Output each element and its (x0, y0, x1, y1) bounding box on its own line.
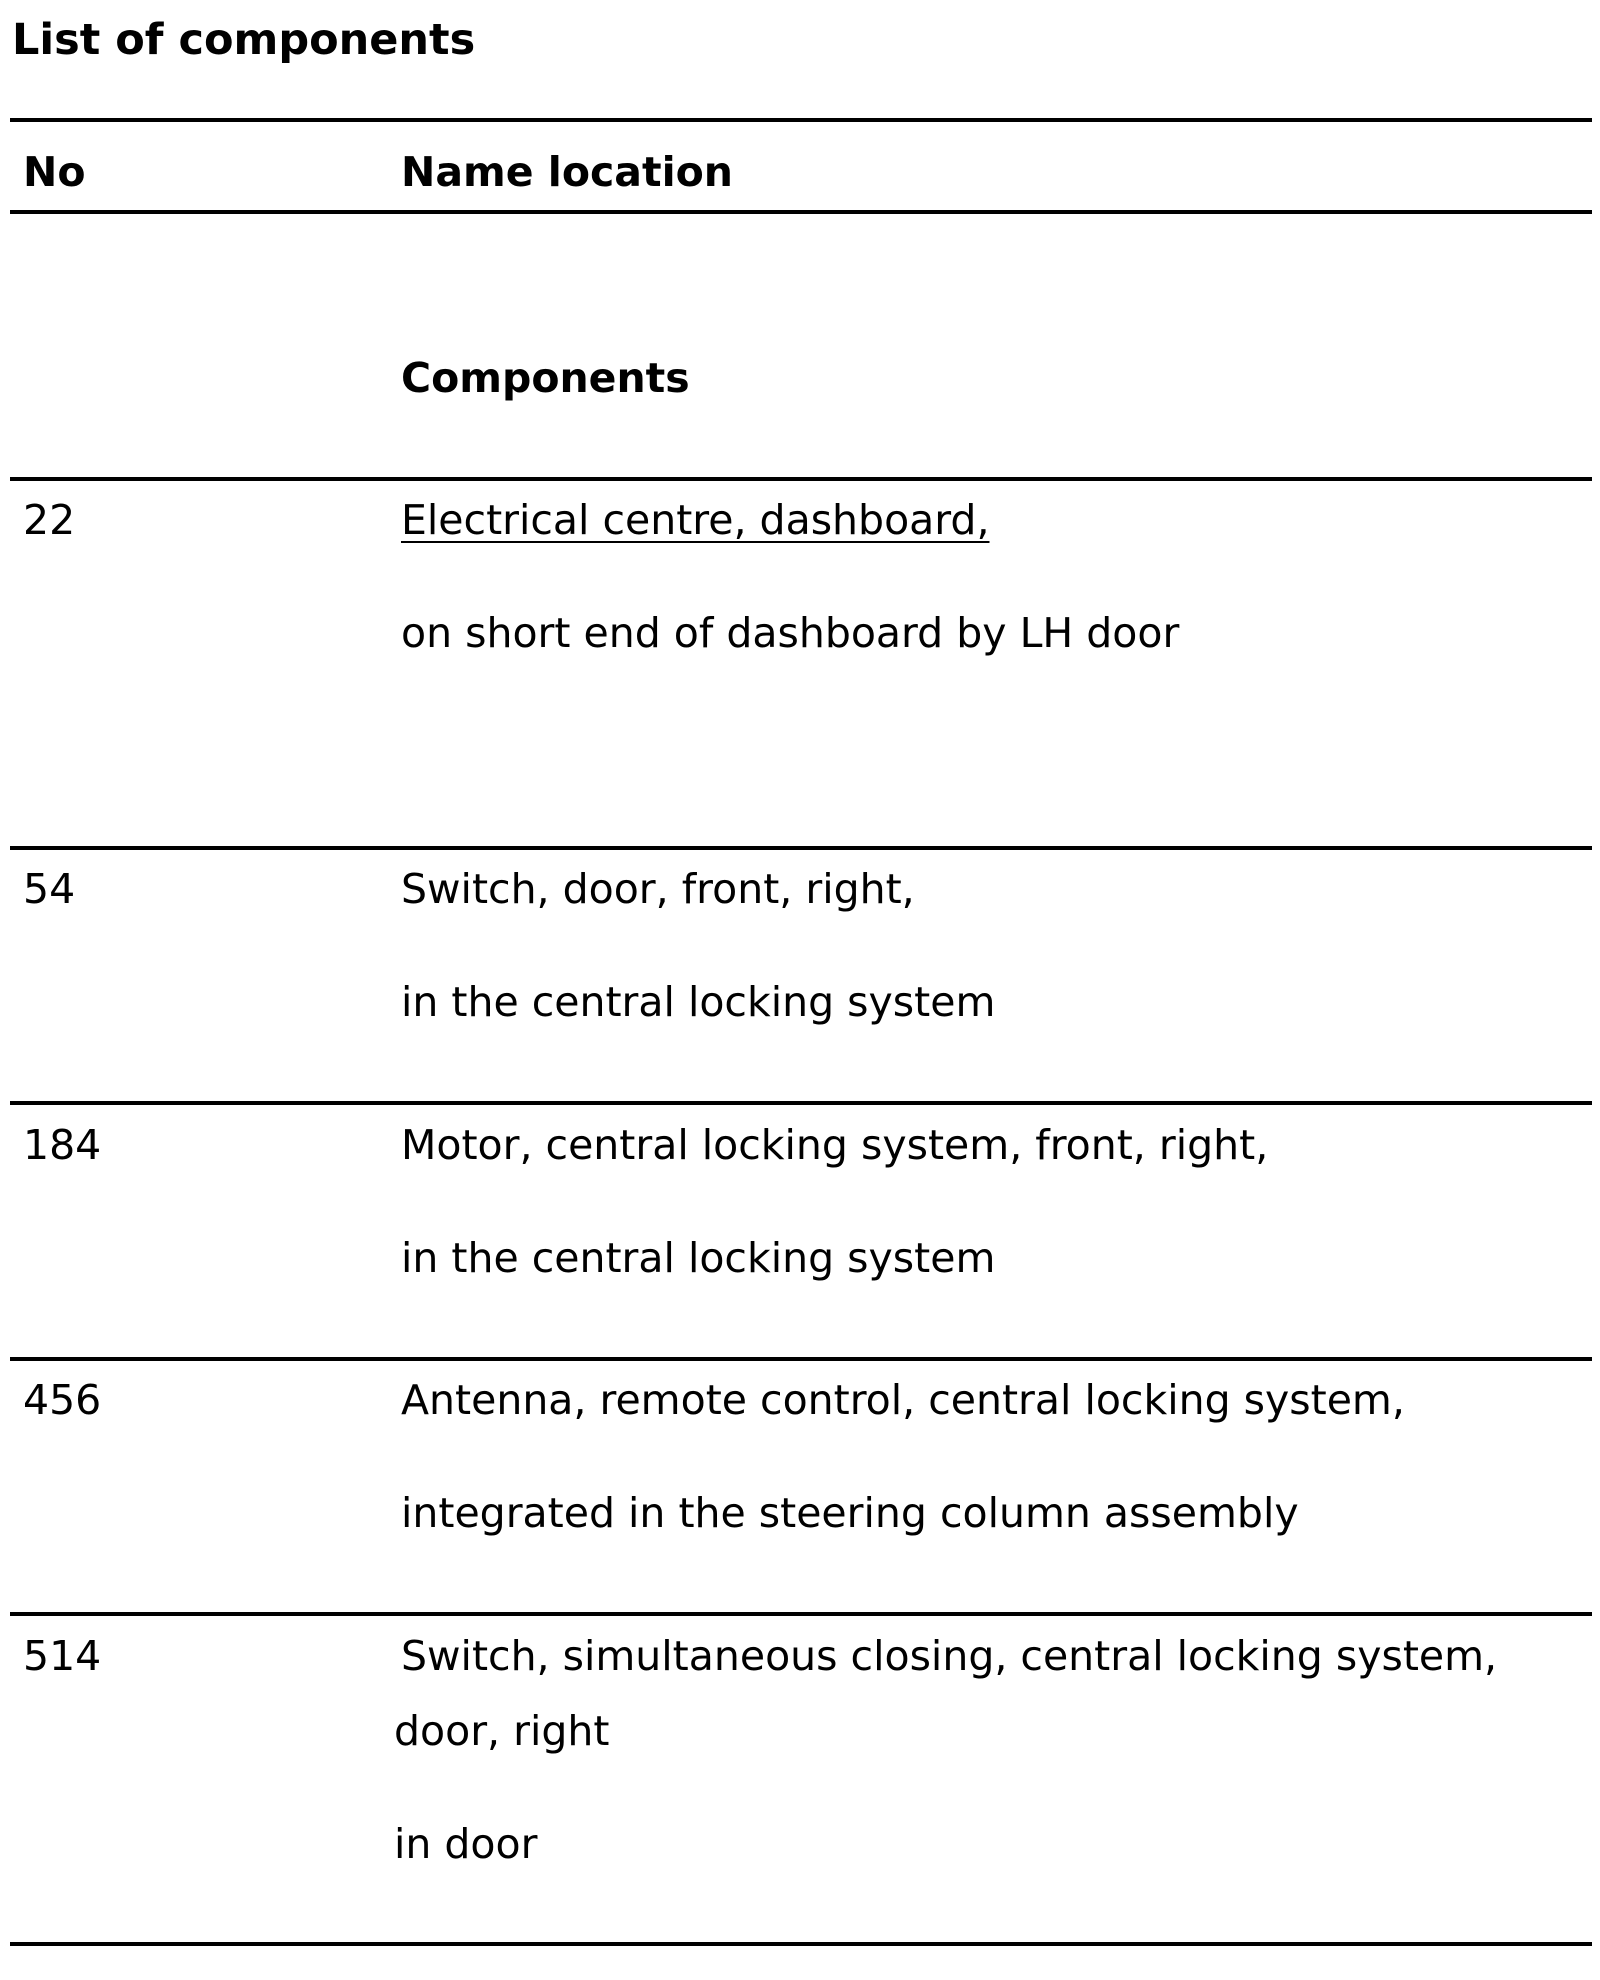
row-name: Electrical centre, dashboard, (401, 496, 990, 544)
row-number: 22 (23, 496, 76, 544)
row-number: 54 (23, 865, 76, 913)
row-location: in the central locking system (401, 978, 996, 1026)
section-heading: Components (401, 354, 690, 402)
column-header-no: No (23, 148, 86, 196)
row-name: Switch, door, front, right, (401, 865, 915, 913)
row-name-continued: door, right (394, 1707, 610, 1755)
row-name: Antenna, remote control, central locking system, (401, 1376, 1405, 1424)
row-location: in the central locking system (401, 1234, 996, 1282)
row-divider (10, 477, 1592, 481)
row-divider (10, 1101, 1592, 1105)
row-number: 456 (23, 1376, 102, 1424)
row-divider (10, 1612, 1592, 1616)
row-name: Switch, simultaneous closing, central locking system, (401, 1632, 1498, 1680)
row-divider (10, 846, 1592, 850)
row-divider (10, 1357, 1592, 1361)
row-location: in door (394, 1820, 538, 1868)
table-top-rule (10, 118, 1592, 122)
column-header-name-location: Name location (401, 148, 733, 196)
row-location: integrated in the steering column assembly (401, 1489, 1299, 1537)
row-number: 184 (23, 1121, 102, 1169)
row-location: on short end of dashboard by LH door (401, 609, 1180, 657)
table-bottom-rule (10, 1942, 1592, 1946)
document-title: List of components (12, 15, 476, 65)
row-number: 514 (23, 1632, 102, 1680)
header-bottom-rule (10, 210, 1592, 214)
row-name: Motor, central locking system, front, right, (401, 1121, 1269, 1169)
